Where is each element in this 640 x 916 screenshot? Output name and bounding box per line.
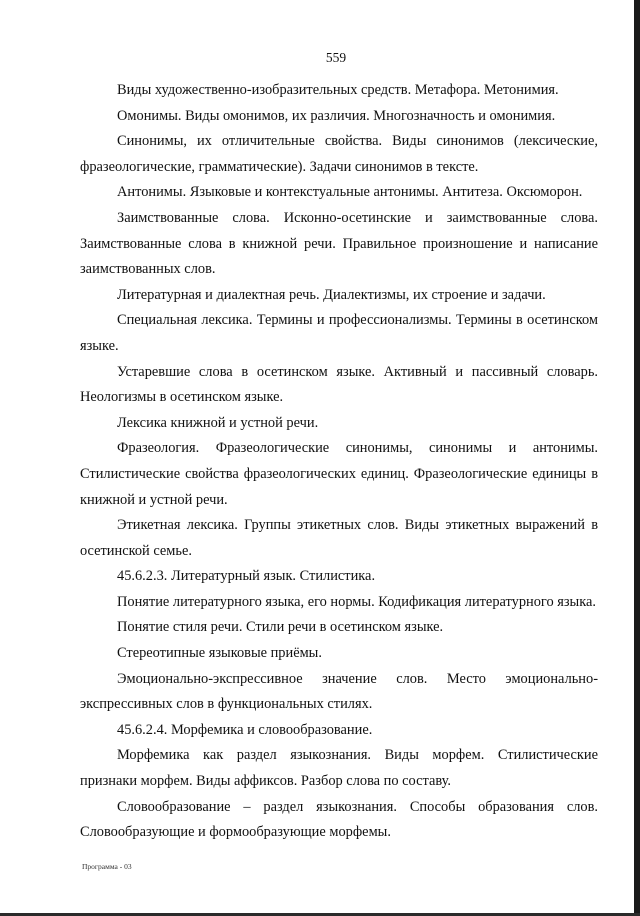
paragraph-19: Словообразование – раздел языкознания. Способы образования слов. Словообразующие и формообразующие морфемы. bbox=[80, 798, 598, 841]
paragraph-10: Фразеология. Фразеологические синонимы, синонимы и антонимы. Стилистические свойства фразеологических единиц. Фразеологические единицы в книжной и устной речи. bbox=[80, 440, 598, 508]
paragraph-16: Эмоционально-экспрессивное значение слов. Место эмоционально-экспрессивных слов в функциональных стилях. bbox=[80, 670, 598, 713]
paragraph-13: Понятие литературного языка, его нормы. Кодификация литературного языка. bbox=[117, 593, 596, 610]
paragraph-3: Синонимы, их отличительные свойства. Виды синонимов (лексические, фразеологические, грамматические). Задачи синонимов в тексте. bbox=[80, 133, 598, 175]
paragraph-14: Понятие стиля речи. Стили речи в осетинском языке. bbox=[117, 619, 444, 636]
paragraph-6: Литературная и диалектная речь. Диалектизмы, их строение и задачи. bbox=[117, 286, 546, 303]
paragraph-9: Лексика книжной и устной речи. bbox=[117, 414, 319, 431]
paragraph-4: Антонимы. Языковые и контекстуальные антонимы. Антитеза. Оксюморон. bbox=[117, 184, 583, 201]
paragraph-7: Специальная лексика. Термины и профессионализмы. Термины в осетинском языке. bbox=[80, 312, 598, 354]
page-footer: Программа - 03 bbox=[82, 862, 132, 871]
paragraph-2: Омонимы. Виды омонимов, их различия. Многозначность и омонимия. bbox=[117, 107, 556, 124]
document-body bbox=[80, 78, 598, 846]
paragraph-15: Стереотипные языковые приёмы. bbox=[117, 645, 322, 662]
section-heading-45-6-2-3: 45.6.2.3. Литературный язык. Стилистика. bbox=[117, 568, 376, 585]
section-heading-45-6-2-4: 45.6.2.4. Морфемика и словообразование. bbox=[117, 721, 373, 738]
scan-edge-right bbox=[634, 0, 640, 916]
paragraph-18: Морфемика как раздел языкознания. Виды морфем. Стилистические признаки морфем. Виды аффиксов. Разбор слова по составу. bbox=[80, 747, 598, 790]
page-number: 559 bbox=[325, 50, 347, 65]
paragraph-1: Виды художественно-изобразительных средств. Метафора. Метонимия. bbox=[117, 82, 559, 98]
paragraph-11: Этикетная лексика. Группы этикетных слов. Виды этикетных выражений в осетинской семье. bbox=[80, 517, 598, 559]
paragraph-8: Устаревшие слова в осетинском языке. Активный и пассивный словарь. Неологизмы в осетинском языке. bbox=[80, 363, 598, 406]
paragraph-5: Заимствованные слова. Исконно-осетинские и заимствованные слова. Заимствованные слова в книжной речи. Правильное произношение и написание заимствованных слов. bbox=[80, 209, 598, 278]
